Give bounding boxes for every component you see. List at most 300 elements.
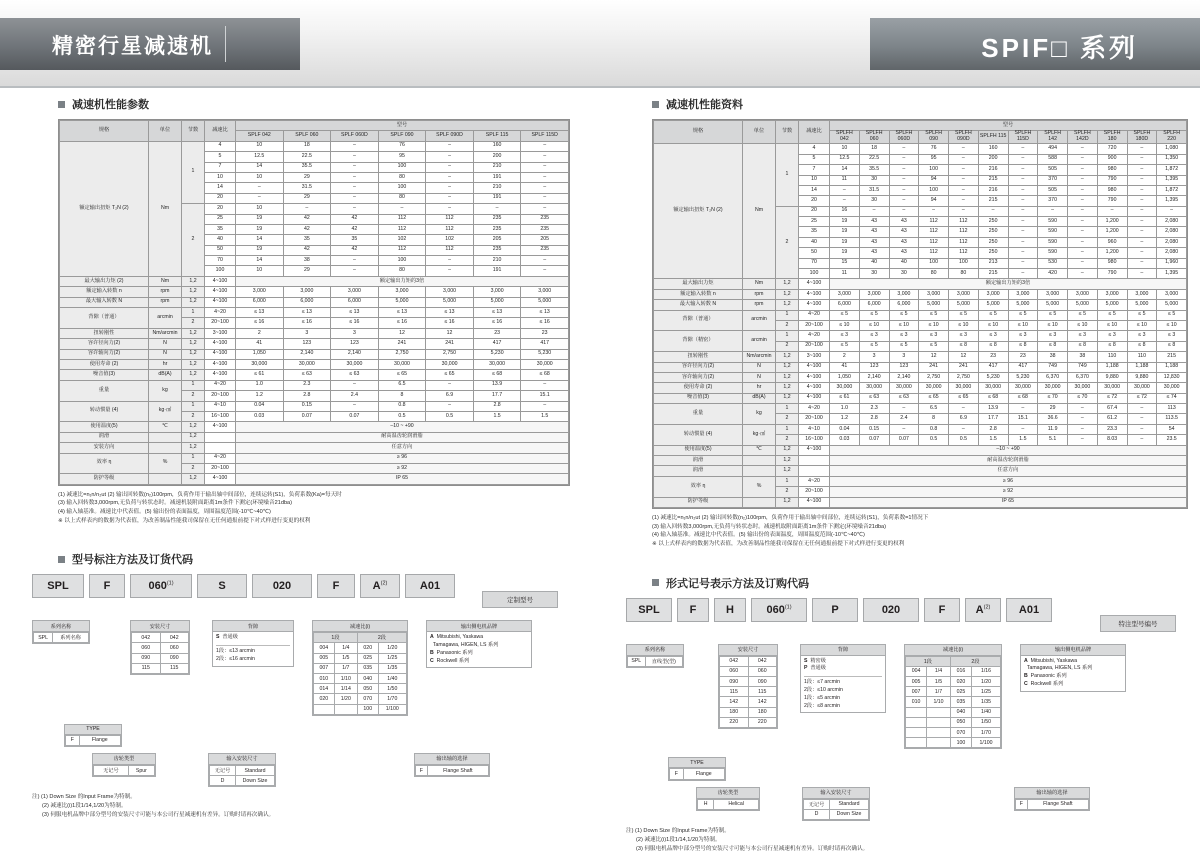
row-unit: N: [743, 372, 776, 382]
row-unit: kg: [149, 380, 182, 401]
code-box[interactable]: A01: [405, 574, 455, 598]
col-header-model: 型号: [830, 121, 1187, 131]
left-order-diagram: [18, 551, 588, 819]
cell-value: 530: [1038, 258, 1068, 268]
cell-value: –: [1127, 414, 1157, 424]
cell-value: 94: [919, 196, 949, 206]
cell-value: 1,188: [1157, 362, 1187, 372]
row-ratio: 4~100: [205, 276, 236, 286]
cell-value: ≤ 68: [521, 370, 569, 380]
legend-cell: SPL: [628, 656, 646, 666]
order-footnotes: [32, 793, 588, 820]
cell-value: –: [426, 183, 474, 193]
table-row: [60, 349, 569, 359]
legend-box-brand: [1020, 644, 1126, 692]
cell-value: –: [1008, 185, 1038, 195]
bullet-square-icon: [58, 556, 65, 563]
legend-cell: 系列名称: [53, 633, 89, 643]
cell-value: 0.04: [236, 401, 284, 411]
code-box[interactable]: $A^{(2)}$: [360, 574, 400, 598]
code-box[interactable]: F: [317, 574, 355, 598]
cell-value: ≤ 3: [1038, 331, 1068, 341]
table-row: [654, 445, 1187, 455]
legend-cell: 1/10: [927, 697, 951, 707]
row-stage: 1,2: [776, 362, 799, 372]
cell-value: 43: [889, 227, 919, 237]
row-unit: N: [149, 339, 182, 349]
cell-value: 42: [331, 214, 379, 224]
cell-value: 23: [473, 328, 521, 338]
cell-value: –: [1127, 217, 1157, 227]
row-stage: 1,2: [182, 474, 205, 484]
model-header: SPLF 090D: [426, 131, 474, 141]
cell-value: –: [1127, 165, 1157, 175]
legend-cell: 1段: [906, 656, 951, 666]
cell-value: –: [521, 380, 569, 390]
row-stage: 2: [182, 411, 205, 421]
code-box[interactable]: 060$^{(1)}$: [751, 598, 807, 622]
order-footnotes: [626, 827, 1182, 854]
cell-value: ≤ 10: [1157, 320, 1187, 330]
cell-value: 216: [978, 165, 1008, 175]
cell-value: ≤ 5: [1157, 310, 1187, 320]
cell-value: 3,000: [331, 287, 379, 297]
cell-value: –: [1008, 258, 1038, 268]
cell-value: ≤ 72: [1097, 393, 1127, 403]
cell-value: –: [283, 204, 331, 214]
legend-cell: 090: [748, 677, 777, 687]
row-label: 防护等级: [654, 497, 743, 507]
cell-value: 13.9: [978, 404, 1008, 414]
legend-row: [906, 666, 1001, 676]
legend-row: [132, 663, 189, 673]
cell-value: 0.8: [919, 424, 949, 434]
cell-value: –: [1068, 227, 1098, 237]
footnote-line: (2) 减速比(i)1段1/14,1/20为特制。: [636, 836, 721, 843]
table-row: [60, 443, 569, 453]
col-header-stage: 节数: [182, 121, 205, 142]
cell-value: 0.8: [378, 401, 426, 411]
cell-value: 15.1: [521, 391, 569, 401]
right-notes: [652, 514, 1186, 549]
row-unit: hr: [743, 383, 776, 393]
header-rule: [0, 86, 1200, 88]
cell-value: –: [1068, 237, 1098, 247]
row-ratio: 4~20: [799, 331, 830, 341]
legend-cell: [927, 738, 951, 748]
cell-value: 2,080: [1157, 217, 1187, 227]
row-ratio: 4~100: [799, 497, 830, 507]
row-stage: 1,2: [776, 300, 799, 310]
cell-value: 0.07: [889, 435, 919, 445]
cell-value: 205: [473, 235, 521, 245]
legend-row: A Mitsubishi, Yaskawa: [1024, 657, 1078, 664]
cell-value: –: [521, 152, 569, 162]
row-stage: 1: [776, 331, 799, 341]
cell-value: ≤ 10: [1008, 320, 1038, 330]
row-unit: [743, 456, 776, 466]
row-label: 转动惯量 (4): [654, 424, 743, 445]
legend-box-ratio: [904, 644, 1002, 750]
legend-row: [132, 643, 189, 653]
cell-value: –: [1127, 258, 1157, 268]
row-ratio: 10: [799, 175, 830, 185]
cell-value: 0.15: [283, 401, 331, 411]
cell-value: ≤ 5: [859, 341, 889, 351]
row-unit: kg: [743, 404, 776, 425]
code-box[interactable]: 020: [863, 598, 919, 622]
cell-value: 5,000: [378, 297, 426, 307]
legend-cell: 1/40: [972, 707, 1001, 717]
table-row: [60, 141, 569, 151]
cell-value: 31.5: [859, 185, 889, 195]
cell-value: 0.07: [859, 435, 889, 445]
cell-value: 250: [978, 248, 1008, 258]
row-ratio: 3~100: [799, 352, 830, 362]
row-ratio: 4~100: [799, 383, 830, 393]
cell-value: ≤ 5: [889, 310, 919, 320]
legend-cell: SPL: [34, 633, 53, 643]
row-stage: 1: [182, 401, 205, 411]
table-row: [60, 422, 569, 432]
legend-cell: 1/10: [334, 674, 357, 684]
cell-value: 3,000: [426, 287, 474, 297]
cell-value: 100: [949, 258, 979, 268]
cell-value: –: [1068, 175, 1098, 185]
right-spec-table-wrap: [652, 119, 1188, 509]
cell-value: ≤ 5: [1097, 310, 1127, 320]
cell-value: 30,000: [978, 383, 1008, 393]
code-box[interactable]: H: [714, 598, 746, 622]
row-unit: %: [149, 453, 182, 474]
code-box[interactable]: $A^{(2)}$: [965, 598, 1001, 622]
legend-cell: [927, 717, 951, 727]
cell-value: 3,000: [859, 289, 889, 299]
cell-merged: ≥ 92: [236, 463, 569, 473]
cell-value: ≤ 65: [919, 393, 949, 403]
legend-row: [66, 735, 121, 745]
cell-value: 1,395: [1157, 175, 1187, 185]
cell-value: –: [1008, 196, 1038, 206]
legend-cell: 1/70: [972, 727, 1001, 737]
legend-row: Tamagawa, HIGEN, LS 系列: [1024, 665, 1093, 672]
legend-cell: 1/20: [334, 694, 357, 704]
model-header: SPLFH 060D: [889, 131, 919, 144]
code-box[interactable]: S: [197, 574, 247, 598]
cell-value: –: [859, 206, 889, 216]
legend-table: [131, 632, 189, 674]
cell-value: 30,000: [1157, 383, 1187, 393]
cell-value: –: [331, 193, 379, 203]
cell-value: 30,000: [919, 383, 949, 393]
row-unit: kg·㎠: [743, 424, 776, 445]
cell-value: ≤ 13: [426, 308, 474, 318]
cell-value: ≤ 5: [889, 341, 919, 351]
row-label: 背隙（普通）: [654, 310, 743, 331]
cell-value: 3: [859, 352, 889, 362]
cell-value: 1.2: [830, 414, 860, 424]
row-unit: [149, 443, 182, 453]
legend-cell: [906, 738, 927, 748]
cell-value: 23.5: [1157, 435, 1187, 445]
legend-row: [720, 656, 777, 666]
cell-value: 80: [378, 193, 426, 203]
code-box[interactable]: SPL: [32, 574, 84, 598]
legend-row: [906, 677, 1001, 687]
row-label: 最大输出力矩: [654, 279, 743, 289]
cell-value: –: [1068, 258, 1098, 268]
code-box[interactable]: F: [89, 574, 125, 598]
cell-value: –: [1157, 206, 1187, 216]
footnote-line: (3) 伺服电机品牌中部分型号的安装尺寸可能与本公司行星减速机有差异。订购时请再次确认。: [636, 845, 869, 852]
legend-cell: 042: [748, 656, 777, 666]
cell-value: –: [426, 172, 474, 182]
cell-value: 12,830: [1157, 372, 1187, 382]
cell-value: –: [949, 206, 979, 216]
cell-value: 5,000: [521, 297, 569, 307]
legend-box: [32, 620, 90, 644]
code-box[interactable]: SPL: [626, 598, 672, 622]
legend-cell: 直线型(型): [645, 656, 682, 666]
cell-merged: 任意方向: [236, 443, 569, 453]
legend-cell: 220: [748, 717, 777, 727]
cell-value: ≤ 5: [919, 341, 949, 351]
row-label: 最大输入转数 N: [654, 300, 743, 310]
row-stage: 1: [776, 404, 799, 414]
col-header-stage: 节数: [776, 121, 799, 144]
cell-value: 43: [859, 217, 889, 227]
cell-value: 1,050: [236, 349, 284, 359]
col-header-spec: 规格: [654, 121, 743, 144]
cell-value: 2,080: [1157, 248, 1187, 258]
row-ratio: 4~100: [799, 279, 830, 289]
cell-value: 235: [521, 245, 569, 255]
legend-row: [804, 809, 869, 819]
cell-value: –: [426, 193, 474, 203]
row-unit: kg·㎠: [149, 401, 182, 422]
cell-value: 30,000: [521, 359, 569, 369]
legend-row: [314, 694, 407, 704]
cell-value: 95: [919, 154, 949, 164]
legend-cell: 1段: [314, 633, 358, 643]
table-row: [654, 497, 1187, 507]
row-unit: N: [743, 362, 776, 372]
row-ratio: 5: [799, 154, 830, 164]
legend-cell: [334, 704, 357, 714]
legend-cell: 1/40: [378, 674, 406, 684]
header-divider: [225, 26, 226, 62]
legend-row: P 普通级: [804, 665, 826, 672]
model-header: SPLFH 220: [1157, 131, 1187, 144]
row-unit: rpm: [149, 287, 182, 297]
cell-value: –: [426, 401, 474, 411]
row-unit: Nm: [743, 144, 776, 279]
row-stage: 2: [776, 206, 799, 279]
cell-value: 590: [1038, 227, 1068, 237]
legend-cell: 1/100: [972, 738, 1001, 748]
cell-value: 215: [978, 196, 1008, 206]
cell-value: ≤ 3: [949, 331, 979, 341]
model-header: SPLF 115D: [521, 131, 569, 141]
legend-table: [905, 656, 1001, 749]
code-box[interactable]: A01: [1006, 598, 1052, 622]
legend-row: A Mitsubishi, Yaskawa: [430, 634, 484, 641]
row-label: 额定输出扭矩 T₂N (2): [60, 141, 149, 276]
row-label: 安装方向: [60, 443, 149, 453]
cell-value: 123: [859, 362, 889, 372]
row-stage: 2: [182, 463, 205, 473]
legend-cell: 1/4: [334, 643, 357, 653]
cell-value: 14: [830, 165, 860, 175]
row-ratio: 4~10: [799, 424, 830, 434]
row-ratio: 100: [205, 266, 236, 276]
table-row: [654, 331, 1187, 341]
cell-value: 30,000: [473, 359, 521, 369]
cell-value: ≤ 3: [1157, 331, 1187, 341]
row-ratio: 20~100: [205, 463, 236, 473]
legend-table: [697, 799, 759, 810]
legend-cell: 014: [314, 684, 335, 694]
cell-value: –: [426, 204, 474, 214]
cell-value: 5,230: [978, 372, 1008, 382]
cell-value: 1,395: [1157, 196, 1187, 206]
legend-cell: 1/50: [972, 717, 1001, 727]
cell-value: 160: [473, 141, 521, 151]
cell-value: ≤ 5: [978, 310, 1008, 320]
cell-value: –: [1127, 185, 1157, 195]
cell-value: 5,000: [1038, 300, 1068, 310]
table-row: [654, 476, 1187, 486]
row-label: 背隙（普通）: [60, 308, 149, 329]
legend-row: [314, 663, 407, 673]
cell-value: –: [1127, 154, 1157, 164]
cell-value: 112: [919, 248, 949, 258]
cell-value: ≤ 5: [919, 310, 949, 320]
cell-value: 2.8: [473, 401, 521, 411]
cell-value: –: [1068, 144, 1098, 154]
table-row: [654, 456, 1187, 466]
cell-value: –: [1008, 206, 1038, 216]
row-label: 润滑: [60, 432, 149, 442]
model-header: SPLFH 090: [919, 131, 949, 144]
cell-value: 1,350: [1157, 154, 1187, 164]
cell-value: ≤ 10: [1097, 320, 1127, 330]
code-box[interactable]: F: [677, 598, 709, 622]
note-line: (1) 减速比=n₁n/n₂ut (2) 输出回转数(n₂)100rpm，负荷作用于输出轴中间部位，连续运转(S1)，负荷系数=1情况下: [652, 515, 929, 521]
legend-cell: 060: [720, 666, 749, 676]
table-row: [60, 453, 569, 463]
legend-cell: 040: [357, 674, 378, 684]
cell-value: ≤ 13: [521, 308, 569, 318]
cell-value: 30: [859, 175, 889, 185]
legend-row: [906, 656, 1001, 666]
cell-value: 3,000: [1157, 289, 1187, 299]
cell-value: 5,000: [949, 300, 979, 310]
cell-value: ≤ 65: [426, 370, 474, 380]
cell-value: –: [889, 154, 919, 164]
cell-value: 1.5: [521, 411, 569, 421]
table-row: [60, 401, 569, 411]
row-stage: 1,2: [182, 339, 205, 349]
cell-value: –: [949, 404, 979, 414]
cell-value: 3,000: [1038, 289, 1068, 299]
code-box[interactable]: P: [812, 598, 858, 622]
cell-value: 6.5: [919, 404, 949, 414]
bullet-square-icon: [58, 101, 65, 108]
cell-value: 30: [859, 196, 889, 206]
legend-row: [670, 769, 725, 779]
cell-value: ≤ 72: [1127, 393, 1157, 403]
legend-box: [64, 724, 122, 747]
cell-value: 370: [1038, 175, 1068, 185]
legend-cell: 060: [132, 643, 161, 653]
legend-cell: F: [670, 769, 684, 779]
cell-value: –: [378, 204, 426, 214]
note-line: (4) 输入轴基准。减速比中代表值。(5) 输出份的表面温度，周围温度范围(-10℃~40℃): [652, 532, 865, 539]
cell-value: –: [1068, 269, 1098, 279]
legend-row: S 普通级: [216, 634, 238, 641]
cell-value: 0.07: [283, 411, 331, 421]
cell-value: 241: [919, 362, 949, 372]
cell-value: –: [331, 204, 379, 214]
cell-value: 30,000: [859, 383, 889, 393]
cell-value: 213: [978, 258, 1008, 268]
cell-value: 5.1: [1038, 435, 1068, 445]
code-box[interactable]: F: [924, 598, 960, 622]
row-label: 背隙（精密）: [654, 331, 743, 352]
cell-value: –: [331, 266, 379, 276]
cell-value: –: [1127, 237, 1157, 247]
legend-row: [34, 633, 89, 643]
row-label: 效率 η: [654, 476, 743, 497]
legend-cell: [906, 727, 927, 737]
page-header: [0, 0, 1200, 88]
row-unit: N: [149, 349, 182, 359]
row-label: 噪音值(3): [60, 370, 149, 380]
cell-value: 1,960: [1157, 258, 1187, 268]
row-stage: 2: [182, 204, 205, 277]
right-section-title: [652, 96, 1182, 112]
row-label: 扭转刚性: [654, 352, 743, 362]
cell-value: 0.5: [426, 411, 474, 421]
row-ratio: 4~100: [205, 297, 236, 307]
cell-value: ≤ 13: [283, 308, 331, 318]
model-header: SPLF 060: [283, 131, 331, 141]
cell-value: 6,000: [331, 297, 379, 307]
cell-value: 5,000: [473, 297, 521, 307]
table-row: [60, 359, 569, 369]
cell-value: 590: [1038, 248, 1068, 258]
row-unit: rpm: [149, 297, 182, 307]
row-ratio: 3~100: [205, 328, 236, 338]
row-stage: 1,2: [182, 349, 205, 359]
cell-value: ≤ 5: [1008, 310, 1038, 320]
cell-value: 960: [1097, 237, 1127, 247]
row-ratio: 40: [799, 237, 830, 247]
cell-value: ≤ 3: [978, 331, 1008, 341]
cell-value: –: [889, 424, 919, 434]
legend-box-ratio: [312, 620, 408, 716]
legend-cell: 115: [132, 663, 161, 673]
legend-cell: Helical: [714, 799, 759, 809]
legend-cell: [906, 707, 927, 717]
code-box[interactable]: 020: [252, 574, 312, 598]
code-box[interactable]: 060$^{(1)}$: [130, 574, 192, 598]
cell-value: 216: [978, 185, 1008, 195]
row-ratio: 4~20: [799, 476, 830, 486]
legend-cell: Flange Shaft: [427, 765, 488, 775]
cell-value: –: [1068, 424, 1098, 434]
